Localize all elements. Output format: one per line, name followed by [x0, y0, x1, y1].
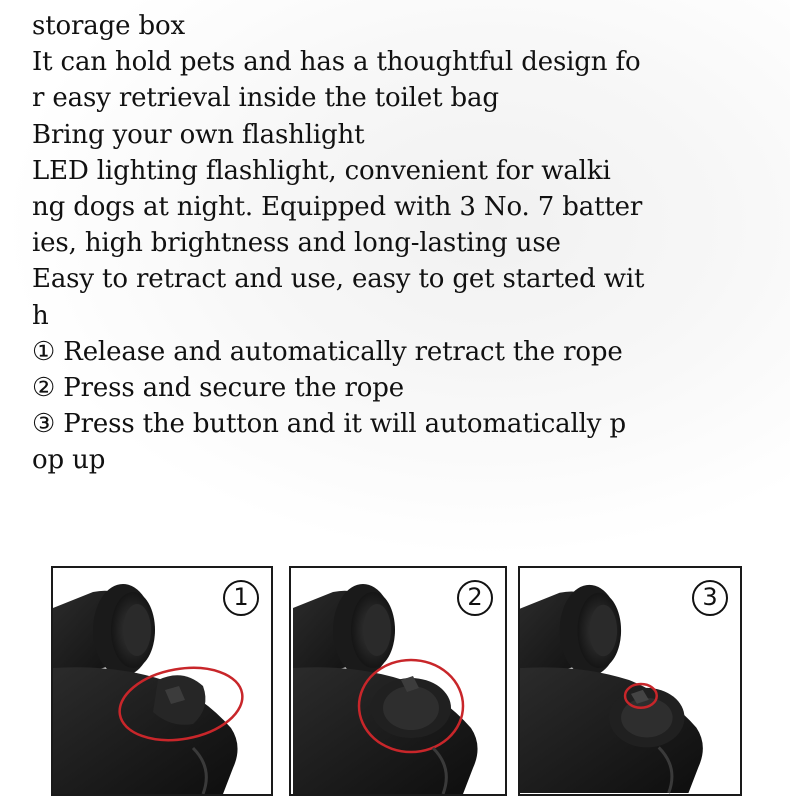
description-line: ies, high brightness and long-lasting use — [32, 228, 561, 259]
description-line: h — [32, 300, 49, 331]
description-line: storage box — [32, 11, 185, 41]
description-line: Easy to retract and use, easy to get started wit — [32, 264, 645, 295]
step-number-badge: 3 — [692, 580, 728, 616]
description-line: Bring your own flashlight — [32, 119, 365, 150]
description-line: r easy retrieval inside the toilet bag — [32, 83, 499, 114]
step-2-instruction: ② Press and secure the rope — [32, 373, 405, 404]
step-3-photo-panel — [518, 566, 742, 796]
description-line: ng dogs at night. Equipped with 3 No. 7 batter — [32, 192, 643, 223]
step-number-badge: 2 — [457, 580, 493, 616]
description-line: It can hold pets and has a thoughtful design fo — [32, 47, 641, 78]
step-3-instruction: ③ Press the button and it will automatically p — [32, 409, 626, 440]
step-2-photo-panel — [289, 566, 507, 796]
description-line: LED lighting flashlight, convenient for walki — [32, 155, 611, 186]
product-description — [32, 8, 732, 479]
step-1-instruction: ① Release and automatically retract the rope — [32, 336, 623, 367]
step-3-instruction-continued: op up — [32, 445, 106, 476]
step-1-photo-panel — [51, 566, 273, 796]
step-number-badge: 1 — [223, 580, 259, 616]
